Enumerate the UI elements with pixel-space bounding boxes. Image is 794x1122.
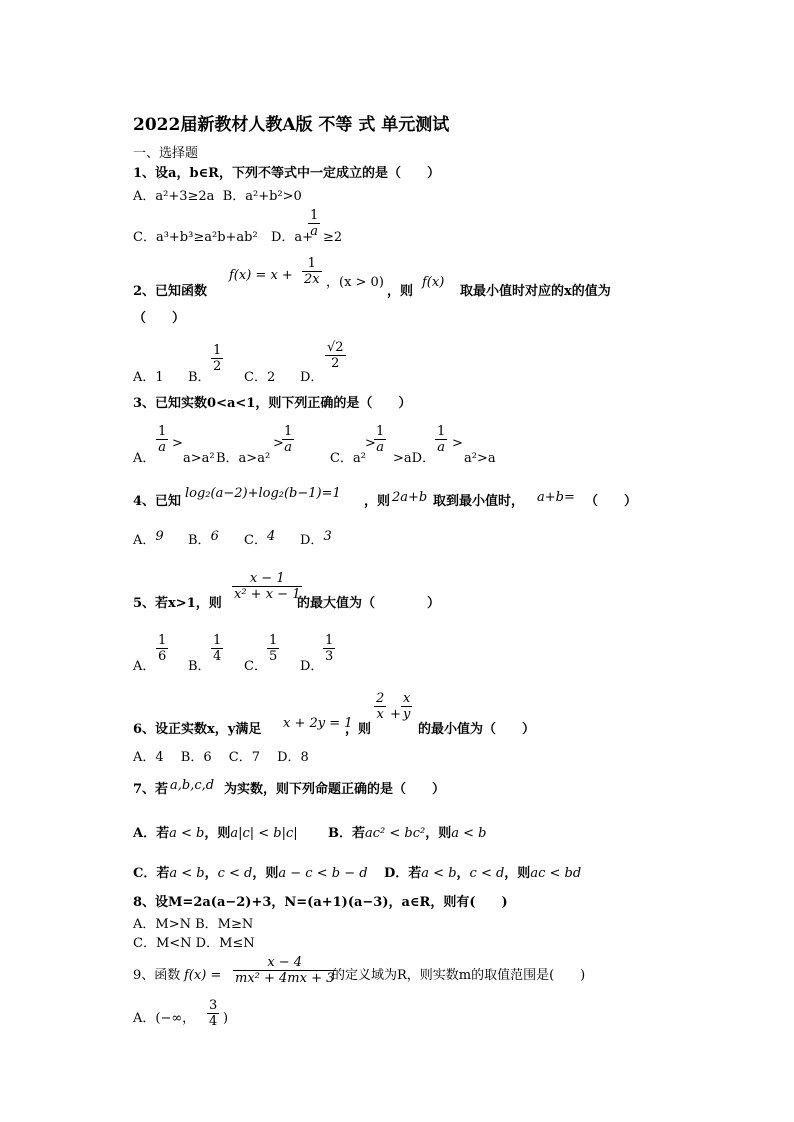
fraction-denominator: 5 [269, 649, 278, 664]
fraction-denominator: 6 [158, 649, 167, 664]
fraction-denominator: mx² + 4mx + 3 [235, 971, 335, 986]
question-3-option-c-gt: > [365, 436, 376, 451]
question-3-option-a: A． [133, 451, 156, 466]
question-4-expr: log₂(a−2)+log₂(b−1)=1 [185, 486, 341, 501]
fraction-numerator: 1 [376, 424, 385, 439]
question-6-mid: ，则 [345, 722, 372, 737]
question-3-option-d-fraction [435, 424, 447, 455]
option-expr: a < b [451, 826, 487, 841]
fraction-denominator: a [435, 439, 447, 455]
question-1-options-cd [133, 208, 343, 245]
question-3-option-c: C．a² [330, 451, 366, 466]
question-2-condition: ，(x > 0) [326, 275, 384, 290]
option-label: B． [188, 533, 211, 548]
option-label: C． [244, 533, 267, 548]
fraction-numerator: √2 [327, 340, 344, 355]
question-7-option-a [133, 826, 298, 842]
question-5-option-b: B． [188, 659, 211, 674]
fraction-denominator: a [308, 223, 320, 239]
fraction-denominator: 2 [213, 359, 222, 374]
option-expr: a − c < b − d [278, 866, 368, 881]
question-3-option-c-fraction [374, 424, 386, 455]
question-5-option-a: A． [133, 659, 156, 674]
question-2-stem [133, 284, 207, 300]
question-7-option-c [133, 866, 368, 882]
question-3-option-a-tail: a>a² [183, 451, 215, 466]
question-5-option-d: D． [300, 659, 324, 674]
question-5-fraction [232, 571, 302, 602]
fraction-numerator: 1 [269, 633, 278, 648]
fraction-numerator: 3 [209, 998, 218, 1013]
question-8-stem: 8、设M=2a(a−2)+3，N=(a+1)(a−3)，a∈R，则有( ) [133, 895, 508, 910]
question-9-suffix: 的定义域为R，则实数m的取值范围是( ) [332, 968, 586, 983]
question-4-mid: ，则 [364, 494, 391, 509]
question-4-expr3: a+b= [537, 490, 575, 505]
option-label: B．若 [328, 826, 365, 841]
question-4-paren: （ ） [585, 494, 638, 509]
question-4-prefix: 4、已知 [133, 494, 182, 509]
option-expr: a|c| < b|c| [230, 826, 298, 841]
option-text: ， [456, 866, 470, 881]
fraction-numerator: 1 [437, 424, 446, 439]
section-heading: 一、选择题 [133, 146, 199, 161]
fraction-numerator: 1 [284, 424, 293, 439]
question-3-option-d-tail: a²>a [464, 451, 496, 466]
option-expr: c < d [217, 866, 253, 881]
question-6-fraction-1 [374, 691, 386, 722]
question-9-prefix: 9、函数 [133, 968, 181, 983]
fraction-numerator: x [403, 691, 411, 706]
option-value: 6 [210, 529, 219, 544]
question-2-paren: （ ） [133, 311, 186, 326]
question-2-mid: ，则 [387, 284, 414, 299]
option-label: D． [300, 533, 324, 548]
fraction-denominator: 4 [209, 1014, 218, 1029]
option-text: ，则 [252, 866, 279, 881]
fraction-numerator: x − 1 [249, 571, 285, 586]
question-1-option-b: B．a²+b²>0 [222, 189, 302, 204]
question-1-option-a: A．a²+3≥2a [133, 189, 215, 204]
fraction-denominator: x² + x − 1 [234, 587, 301, 602]
option-label: A．若 [133, 826, 170, 841]
question-2-option-d-fraction [325, 340, 346, 371]
option-text: ， [204, 866, 218, 881]
question-8-options-2: C．M<N D．M≤N [133, 936, 255, 951]
option-expr: c < d [469, 866, 505, 881]
question-5-prefix: 5、若x>1，则 [133, 596, 222, 611]
question-7-option-d [384, 866, 581, 882]
question-2-option-b: B． [188, 370, 211, 385]
question-3-option-c-tail: >aD． [393, 451, 436, 466]
question-3-stem: 3、已知实数0<a<1，则下列正确的是（ ） [133, 396, 412, 411]
question-5-option-d-fraction [323, 633, 335, 664]
page-title: 2022届新教材人教A版 不等 式 单元测试 [133, 115, 450, 135]
fraction-denominator: 3 [325, 649, 334, 664]
question-6-plus: + [390, 707, 401, 722]
question-5-option-a-fraction [156, 633, 168, 664]
question-3-option-d-gt: > [452, 436, 463, 451]
fraction-denominator: 4 [213, 649, 222, 664]
question-3-option-a-gt: > [172, 436, 183, 451]
option-expr: a < b [169, 826, 205, 841]
question-6-condition: x + 2y = 1 [283, 716, 353, 731]
fraction-denominator: 2x [304, 272, 320, 287]
fraction-numerator: 1 [158, 633, 167, 648]
question-5-option-b-fraction [211, 633, 223, 664]
option-label: A． [133, 533, 156, 548]
question-4-option-a [133, 529, 164, 549]
question-9-fraction [233, 955, 336, 986]
option-value: 3 [323, 529, 332, 544]
question-2-fraction [302, 256, 322, 287]
question-5-option-c-fraction [267, 633, 279, 664]
question-9-option-a: A．(−∞， [133, 1011, 196, 1026]
question-4-option-c [244, 529, 276, 549]
option-expr: a < b [169, 866, 205, 881]
option-value: 4 [266, 529, 276, 544]
question-7-prefix: 7、若 [133, 782, 169, 797]
question-2-prefix: 2、已知函数 [133, 284, 208, 299]
option-value: 9 [155, 529, 164, 544]
option-text: ，则 [425, 826, 452, 841]
question-2-function [229, 268, 293, 284]
question-7-suffix: 为实数，则下列命题正确的是（ ） [224, 782, 446, 797]
question-4-expr2: 2a+b [392, 490, 428, 505]
question-4-mid2: 取到最小值时， [433, 494, 525, 509]
fraction-denominator: 2 [325, 355, 346, 371]
question-1-option-c: C．a³+b³≥a²b+ab² [133, 230, 258, 245]
option-label: C．若 [133, 866, 170, 881]
fraction-denominator: y [403, 707, 411, 722]
option-text: ，则 [204, 826, 231, 841]
fraction-denominator: a [156, 439, 168, 455]
question-3-option-b: B．a>a² [216, 451, 271, 466]
question-2-function-expr: f(x) = x + [229, 268, 293, 283]
question-5-option-c: C． [244, 659, 267, 674]
question-1-stem: 1、设a，b∈R，下列不等式中一定成立的是（ ） [133, 166, 440, 181]
question-2-option-c: C．2 [244, 370, 276, 385]
question-5-suffix: 的最大值为（ ） [297, 596, 441, 611]
question-4-option-d [300, 529, 332, 549]
question-9-option-a-tail: ) [223, 1011, 229, 1026]
question-8-options-1: A．M>N B．M≥N [133, 917, 254, 932]
question-2-option-b-fraction [211, 343, 223, 374]
question-6-suffix: 的最小值为（ ） [418, 722, 536, 737]
option-expr: a < b [421, 866, 457, 881]
fraction-numerator: 1 [325, 633, 334, 648]
question-6-fraction-2 [401, 691, 412, 722]
question-9-fx: f(x) = [184, 968, 222, 983]
question-6-options: A．4 B．6 C．7 D．8 [133, 750, 309, 765]
fraction-numerator: 1 [307, 256, 316, 271]
fraction-denominator: a [282, 439, 294, 455]
fraction-numerator: 1 [158, 424, 167, 439]
fraction-numerator: 1 [213, 343, 222, 358]
question-3-option-a-fraction [156, 424, 168, 455]
fraction-denominator: x [374, 706, 386, 722]
question-1-option-d: D．a+ [271, 230, 314, 245]
option-text: ，则 [504, 866, 531, 881]
fraction-numerator: 1 [213, 633, 222, 648]
fraction-numerator: x − 4 [267, 955, 303, 970]
option-label: D．若 [384, 866, 422, 881]
fraction-denominator: a [374, 439, 386, 455]
question-6-prefix: 6、设正实数x，y满足 [133, 722, 262, 737]
question-2-fx: f(x) [422, 275, 445, 290]
option-expr: ac² < bc² [365, 826, 426, 841]
question-3-option-b-gt: > [273, 436, 284, 451]
fraction-numerator: 1 [310, 208, 319, 223]
question-9-option-a-fraction [207, 998, 219, 1029]
question-2-option-d: D． [300, 370, 324, 385]
question-2-option-a: A．1 [133, 370, 164, 385]
question-7-vars: a,b,c,d [170, 778, 215, 793]
question-1-options-ab [133, 189, 302, 205]
fraction-numerator: 2 [376, 691, 385, 706]
question-4-option-b [188, 529, 219, 549]
question-2-suffix: 取最小值时对应的x的值为 [460, 284, 611, 299]
question-1-option-d-tail: ≥2 [323, 230, 343, 245]
option-expr: ac < bd [530, 866, 582, 881]
question-7-option-b [328, 826, 486, 842]
question-1-option-d-fraction [308, 208, 320, 239]
question-3-option-b-fraction [282, 424, 294, 455]
